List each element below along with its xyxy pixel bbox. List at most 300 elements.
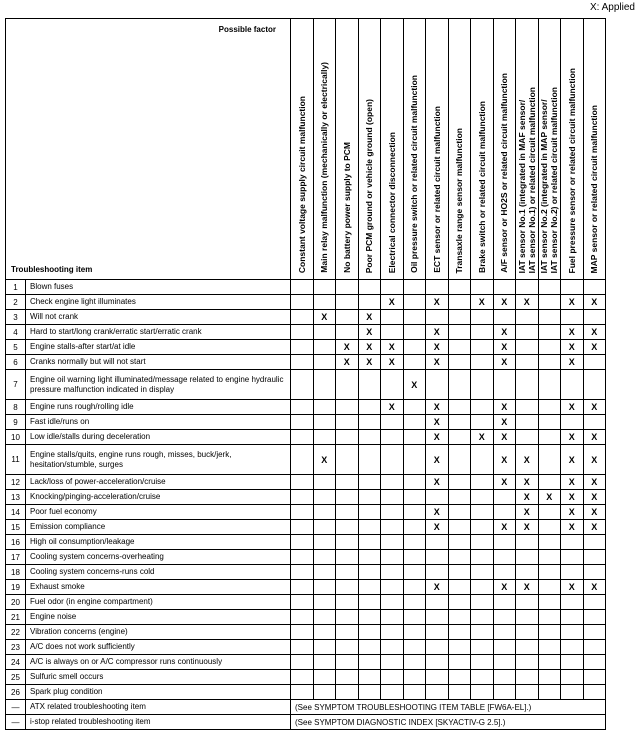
factor-header xyxy=(403,19,426,280)
empty-cell xyxy=(336,670,359,685)
factor-header xyxy=(471,19,494,280)
applied-mark: X xyxy=(561,580,584,595)
empty-cell xyxy=(493,685,516,700)
row-number: 23 xyxy=(6,640,26,655)
empty-cell xyxy=(403,580,426,595)
empty-cell xyxy=(471,325,494,340)
factor-header xyxy=(336,19,359,280)
factor-label: Main relay malfunction (mechanically or electrically) xyxy=(319,62,330,273)
applied-mark: X xyxy=(493,415,516,430)
table-row xyxy=(6,655,606,670)
empty-cell xyxy=(403,685,426,700)
empty-cell xyxy=(493,610,516,625)
table-row xyxy=(6,370,606,400)
troubleshooting-item-label: Troubleshooting item xyxy=(11,265,93,274)
factor-label: IAT sensor No.2 (integrated in MAP sensor/ IAT sensor No.2) or related circuit malfunction xyxy=(539,86,560,273)
empty-cell xyxy=(493,505,516,520)
row-number: 24 xyxy=(6,655,26,670)
factor-header xyxy=(381,19,404,280)
empty-cell xyxy=(358,685,381,700)
row-number: 5 xyxy=(6,340,26,355)
table-row xyxy=(6,505,606,520)
applied-mark: X xyxy=(516,295,539,310)
empty-cell xyxy=(313,520,336,535)
factor-header xyxy=(313,19,336,280)
empty-cell xyxy=(381,505,404,520)
empty-cell xyxy=(358,520,381,535)
empty-cell xyxy=(313,430,336,445)
empty-cell xyxy=(358,295,381,310)
empty-cell xyxy=(538,355,561,370)
applied-mark: X xyxy=(471,295,494,310)
empty-cell xyxy=(336,415,359,430)
empty-cell xyxy=(538,685,561,700)
empty-cell xyxy=(313,505,336,520)
empty-cell xyxy=(493,535,516,550)
empty-cell xyxy=(493,640,516,655)
table-row xyxy=(6,670,606,685)
empty-cell xyxy=(403,565,426,580)
factor-label: No battery power supply to PCM xyxy=(341,142,352,273)
applied-mark: X xyxy=(493,295,516,310)
factor-label: Brake switch or related circuit malfunction xyxy=(476,101,487,273)
applied-mark: X xyxy=(358,310,381,325)
applied-mark: X xyxy=(516,505,539,520)
empty-cell xyxy=(403,355,426,370)
empty-cell xyxy=(336,475,359,490)
empty-cell xyxy=(336,505,359,520)
row-item: Blown fuses xyxy=(26,280,291,295)
row-item: Cooling system concerns-overheating xyxy=(26,550,291,565)
row-item: ATX related troubleshooting item xyxy=(26,700,291,715)
row-item: Lack/loss of power-acceleration/cruise xyxy=(26,475,291,490)
applied-mark: X xyxy=(561,340,584,355)
empty-cell xyxy=(291,355,314,370)
empty-cell xyxy=(313,415,336,430)
empty-cell xyxy=(561,610,584,625)
applied-mark: X xyxy=(358,340,381,355)
empty-cell xyxy=(538,505,561,520)
empty-cell xyxy=(291,475,314,490)
empty-cell xyxy=(538,535,561,550)
empty-cell xyxy=(381,625,404,640)
empty-cell xyxy=(313,610,336,625)
empty-cell xyxy=(448,685,471,700)
applied-mark: X xyxy=(516,445,539,475)
factor-label: A/F sensor or HO2S or related circuit malfunction xyxy=(499,73,510,273)
empty-cell xyxy=(403,520,426,535)
empty-cell xyxy=(448,580,471,595)
empty-cell xyxy=(583,370,606,400)
row-number: — xyxy=(6,700,26,715)
applied-mark: X xyxy=(381,340,404,355)
row-item: A/C is always on or A/C compressor runs continuously xyxy=(26,655,291,670)
empty-cell xyxy=(336,610,359,625)
empty-cell xyxy=(291,505,314,520)
empty-cell xyxy=(516,430,539,445)
empty-cell xyxy=(561,595,584,610)
empty-cell xyxy=(403,550,426,565)
empty-cell xyxy=(291,370,314,400)
row-number: 11 xyxy=(6,445,26,475)
empty-cell xyxy=(538,310,561,325)
applied-mark: X xyxy=(583,325,606,340)
empty-cell xyxy=(493,280,516,295)
empty-cell xyxy=(403,475,426,490)
empty-cell xyxy=(291,520,314,535)
applied-mark: X xyxy=(583,580,606,595)
empty-cell xyxy=(403,415,426,430)
empty-cell xyxy=(291,340,314,355)
applied-mark: X xyxy=(493,355,516,370)
applied-mark: X xyxy=(493,430,516,445)
applied-mark: X xyxy=(516,520,539,535)
empty-cell xyxy=(336,595,359,610)
empty-cell xyxy=(336,295,359,310)
empty-cell xyxy=(291,400,314,415)
row-number: 1 xyxy=(6,280,26,295)
row-item: Engine oil warning light illuminated/message related to engine hydraulic pressure malfunction indicated in display xyxy=(26,370,291,400)
empty-cell xyxy=(493,490,516,505)
empty-cell xyxy=(583,595,606,610)
applied-mark: X xyxy=(583,445,606,475)
applied-mark: X xyxy=(426,430,449,445)
row-item: Fast idle/runs on xyxy=(26,415,291,430)
empty-cell xyxy=(358,670,381,685)
table-row xyxy=(6,520,606,535)
factor-header xyxy=(583,19,606,280)
table-row xyxy=(6,325,606,340)
empty-cell xyxy=(381,610,404,625)
applied-mark: X xyxy=(426,520,449,535)
row-number: 20 xyxy=(6,595,26,610)
empty-cell xyxy=(493,310,516,325)
empty-cell xyxy=(583,550,606,565)
empty-cell xyxy=(336,370,359,400)
row-item: High oil consumption/leakage xyxy=(26,535,291,550)
empty-cell xyxy=(471,655,494,670)
empty-cell xyxy=(403,340,426,355)
empty-cell xyxy=(381,280,404,295)
empty-cell xyxy=(313,490,336,505)
empty-cell xyxy=(336,625,359,640)
empty-cell xyxy=(291,430,314,445)
table-row xyxy=(6,475,606,490)
row-number: 19 xyxy=(6,580,26,595)
applied-mark: X xyxy=(426,340,449,355)
empty-cell xyxy=(493,655,516,670)
factor-header xyxy=(426,19,449,280)
applied-mark: X xyxy=(561,325,584,340)
empty-cell xyxy=(291,580,314,595)
empty-cell xyxy=(583,355,606,370)
applied-mark: X xyxy=(516,475,539,490)
empty-cell xyxy=(403,610,426,625)
empty-cell xyxy=(583,565,606,580)
empty-cell xyxy=(381,580,404,595)
empty-cell xyxy=(358,610,381,625)
empty-cell xyxy=(493,550,516,565)
empty-cell xyxy=(516,610,539,625)
row-number: 14 xyxy=(6,505,26,520)
empty-cell xyxy=(448,475,471,490)
row-item: Engine stalls/quits, engine runs rough, misses, buck/jerk, hesitation/stumble, surges xyxy=(26,445,291,475)
empty-cell xyxy=(291,565,314,580)
row-item: Exhaust smoke xyxy=(26,580,291,595)
empty-cell xyxy=(336,535,359,550)
empty-cell xyxy=(516,565,539,580)
empty-cell xyxy=(516,355,539,370)
empty-cell xyxy=(291,415,314,430)
empty-cell xyxy=(583,685,606,700)
applied-mark: X xyxy=(583,430,606,445)
table-row xyxy=(6,610,606,625)
empty-cell xyxy=(403,655,426,670)
applied-mark: X xyxy=(426,355,449,370)
empty-cell xyxy=(358,490,381,505)
empty-cell xyxy=(291,490,314,505)
empty-cell xyxy=(291,445,314,475)
empty-cell xyxy=(426,280,449,295)
empty-cell xyxy=(381,445,404,475)
empty-cell xyxy=(448,355,471,370)
empty-cell xyxy=(291,625,314,640)
empty-cell xyxy=(291,685,314,700)
empty-cell xyxy=(448,340,471,355)
empty-cell xyxy=(358,370,381,400)
empty-cell xyxy=(583,625,606,640)
empty-cell xyxy=(291,280,314,295)
applied-mark: X xyxy=(493,475,516,490)
applied-mark: X xyxy=(516,580,539,595)
empty-cell xyxy=(291,595,314,610)
empty-cell xyxy=(471,400,494,415)
empty-cell xyxy=(583,535,606,550)
row-number: 21 xyxy=(6,610,26,625)
empty-cell xyxy=(426,550,449,565)
empty-cell xyxy=(358,550,381,565)
empty-cell xyxy=(538,625,561,640)
row-number: 2 xyxy=(6,295,26,310)
row-number: 25 xyxy=(6,670,26,685)
empty-cell xyxy=(538,400,561,415)
empty-cell xyxy=(426,670,449,685)
table-row xyxy=(6,580,606,595)
empty-cell xyxy=(291,535,314,550)
empty-cell xyxy=(471,415,494,430)
empty-cell xyxy=(358,400,381,415)
empty-cell xyxy=(358,655,381,670)
table-row xyxy=(6,430,606,445)
empty-cell xyxy=(583,610,606,625)
empty-cell xyxy=(403,295,426,310)
applied-mark: X xyxy=(493,520,516,535)
table-row xyxy=(6,550,606,565)
empty-cell xyxy=(471,475,494,490)
empty-cell xyxy=(448,280,471,295)
empty-cell xyxy=(403,280,426,295)
empty-cell xyxy=(561,640,584,655)
empty-cell xyxy=(561,415,584,430)
applied-mark: X xyxy=(561,490,584,505)
applied-mark: X xyxy=(516,490,539,505)
empty-cell xyxy=(516,595,539,610)
empty-cell xyxy=(516,625,539,640)
empty-cell xyxy=(403,445,426,475)
empty-cell xyxy=(358,505,381,520)
empty-cell xyxy=(291,550,314,565)
empty-cell xyxy=(313,640,336,655)
empty-cell xyxy=(381,325,404,340)
empty-cell xyxy=(313,670,336,685)
empty-cell xyxy=(313,655,336,670)
empty-cell xyxy=(381,685,404,700)
empty-cell xyxy=(538,280,561,295)
factor-header xyxy=(561,19,584,280)
see-reference: (See SYMPTOM DIAGNOSTIC INDEX [SKYACTIV-G 2.5].) xyxy=(291,715,606,730)
applied-mark: X xyxy=(561,520,584,535)
empty-cell xyxy=(516,535,539,550)
empty-cell xyxy=(381,415,404,430)
empty-cell xyxy=(471,550,494,565)
empty-cell xyxy=(426,655,449,670)
empty-cell xyxy=(471,640,494,655)
empty-cell xyxy=(313,400,336,415)
applied-mark: X xyxy=(561,430,584,445)
empty-cell xyxy=(381,565,404,580)
factor-label: Poor PCM ground or vehicle ground (open) xyxy=(364,98,375,273)
row-item: Fuel odor (in engine compartment) xyxy=(26,595,291,610)
empty-cell xyxy=(381,640,404,655)
empty-cell xyxy=(403,505,426,520)
empty-cell xyxy=(538,580,561,595)
header-row xyxy=(6,19,606,280)
empty-cell xyxy=(336,310,359,325)
empty-cell xyxy=(291,670,314,685)
empty-cell xyxy=(493,625,516,640)
applied-mark: X xyxy=(493,580,516,595)
empty-cell xyxy=(538,610,561,625)
row-number: 7 xyxy=(6,370,26,400)
empty-cell xyxy=(358,535,381,550)
table-row xyxy=(6,295,606,310)
empty-cell xyxy=(561,310,584,325)
empty-cell xyxy=(313,355,336,370)
empty-cell xyxy=(403,430,426,445)
empty-cell xyxy=(313,550,336,565)
empty-cell xyxy=(358,565,381,580)
empty-cell xyxy=(336,580,359,595)
empty-cell xyxy=(313,535,336,550)
empty-cell xyxy=(583,670,606,685)
empty-cell xyxy=(381,550,404,565)
empty-cell xyxy=(448,565,471,580)
empty-cell xyxy=(448,520,471,535)
empty-cell xyxy=(561,370,584,400)
empty-cell xyxy=(358,580,381,595)
empty-cell xyxy=(448,655,471,670)
empty-cell xyxy=(561,535,584,550)
empty-cell xyxy=(471,445,494,475)
empty-cell xyxy=(471,520,494,535)
table-row xyxy=(6,415,606,430)
empty-cell xyxy=(448,640,471,655)
empty-cell xyxy=(538,640,561,655)
empty-cell xyxy=(516,340,539,355)
applied-mark: X xyxy=(493,400,516,415)
empty-cell xyxy=(448,670,471,685)
empty-cell xyxy=(583,310,606,325)
row-number: 3 xyxy=(6,310,26,325)
empty-cell xyxy=(426,490,449,505)
row-number: 22 xyxy=(6,625,26,640)
factor-header xyxy=(291,19,314,280)
factor-label: Fuel pressure sensor or related circuit malfunction xyxy=(566,67,577,273)
applied-mark: X xyxy=(583,520,606,535)
row-number: — xyxy=(6,715,26,730)
applied-mark: X xyxy=(583,505,606,520)
empty-cell xyxy=(448,310,471,325)
empty-cell xyxy=(426,370,449,400)
factor-label: Electrical connector disconnection xyxy=(386,131,397,273)
empty-cell xyxy=(336,430,359,445)
table-row xyxy=(6,280,606,295)
applied-mark: X xyxy=(381,295,404,310)
empty-cell xyxy=(561,625,584,640)
empty-cell xyxy=(471,280,494,295)
factor-label: Oil pressure switch or related circuit malfunction xyxy=(409,75,420,273)
empty-cell xyxy=(403,640,426,655)
empty-cell xyxy=(448,415,471,430)
row-item: A/C does not work sufficiently xyxy=(26,640,291,655)
empty-cell xyxy=(313,580,336,595)
empty-cell xyxy=(426,610,449,625)
applied-mark: X xyxy=(471,430,494,445)
applied-mark: X xyxy=(313,310,336,325)
empty-cell xyxy=(358,445,381,475)
applied-mark: X xyxy=(583,490,606,505)
empty-cell xyxy=(358,415,381,430)
empty-cell xyxy=(336,490,359,505)
row-number: 13 xyxy=(6,490,26,505)
empty-cell xyxy=(336,640,359,655)
empty-cell xyxy=(471,625,494,640)
empty-cell xyxy=(403,670,426,685)
empty-cell xyxy=(426,595,449,610)
row-item: Will not crank xyxy=(26,310,291,325)
empty-cell xyxy=(426,625,449,640)
empty-cell xyxy=(516,325,539,340)
row-number: 10 xyxy=(6,430,26,445)
table-row xyxy=(6,535,606,550)
empty-cell xyxy=(538,340,561,355)
applied-mark: X xyxy=(426,400,449,415)
table-body xyxy=(6,280,606,730)
empty-cell xyxy=(538,565,561,580)
factor-header xyxy=(538,19,561,280)
table-row xyxy=(6,340,606,355)
row-item: Sulfuric smell occurs xyxy=(26,670,291,685)
applied-mark: X xyxy=(561,355,584,370)
empty-cell xyxy=(538,325,561,340)
empty-cell xyxy=(516,370,539,400)
table-row xyxy=(6,625,606,640)
empty-cell xyxy=(313,325,336,340)
row-item: Engine noise xyxy=(26,610,291,625)
applied-mark: X xyxy=(426,580,449,595)
applied-mark: X xyxy=(426,295,449,310)
empty-cell xyxy=(516,550,539,565)
